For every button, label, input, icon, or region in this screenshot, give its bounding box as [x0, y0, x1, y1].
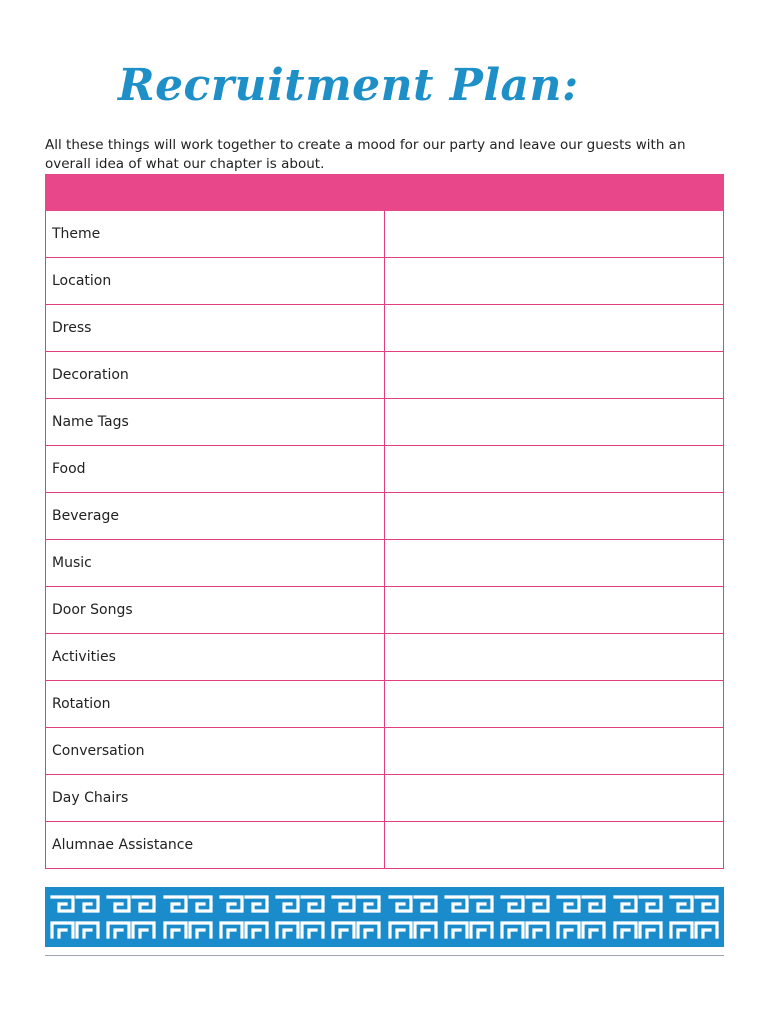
page-title: Recruitment Plan:	[118, 60, 579, 111]
greek-key-unit	[499, 894, 551, 940]
greek-key-unit	[105, 894, 157, 940]
row-label: Beverage	[46, 493, 385, 540]
row-label: Alumnae Assistance	[46, 822, 385, 869]
intro-text: All these things will work together to create a mood for our party and leave our guests with an overall idea of what our chapter is about.	[45, 137, 686, 172]
row-label: Location	[46, 258, 385, 305]
table-row-location	[46, 258, 724, 305]
greek-key-unit	[612, 894, 664, 940]
table-row-theme	[46, 211, 724, 258]
entry-field-music[interactable]	[385, 540, 724, 587]
row-label: Name Tags	[46, 399, 385, 446]
table-row-alumnae-assistance	[46, 822, 724, 869]
recruitment-plan-table	[45, 174, 724, 869]
table-row-door-songs	[46, 587, 724, 634]
greek-key-unit	[330, 894, 382, 940]
bottom-divider	[45, 955, 724, 956]
entry-field-decoration[interactable]	[385, 352, 724, 399]
row-label: Day Chairs	[46, 775, 385, 822]
table-row-day-chairs	[46, 775, 724, 822]
table-row-rotation	[46, 681, 724, 728]
row-label: Decoration	[46, 352, 385, 399]
entry-field-food[interactable]	[385, 446, 724, 493]
table-row-decoration	[46, 352, 724, 399]
table-header-bar	[46, 175, 724, 211]
row-label: Dress	[46, 305, 385, 352]
row-label: Music	[46, 540, 385, 587]
entry-field-rotation[interactable]	[385, 681, 724, 728]
table-row-music	[46, 540, 724, 587]
entry-field-beverage[interactable]	[385, 493, 724, 540]
entry-field-location[interactable]	[385, 258, 724, 305]
table-row-activities	[46, 634, 724, 681]
greek-key-unit	[668, 894, 720, 940]
row-label: Conversation	[46, 728, 385, 775]
greek-key-unit	[218, 894, 270, 940]
row-label: Theme	[46, 211, 385, 258]
row-label: Door Songs	[46, 587, 385, 634]
greek-key-unit	[162, 894, 214, 940]
row-label: Food	[46, 446, 385, 493]
table-row-food	[46, 446, 724, 493]
entry-field-activities[interactable]	[385, 634, 724, 681]
greek-key-unit	[274, 894, 326, 940]
row-label: Activities	[46, 634, 385, 681]
entry-field-day-chairs[interactable]	[385, 775, 724, 822]
entry-field-name-tags[interactable]	[385, 399, 724, 446]
greek-key-unit	[555, 894, 607, 940]
greek-key-border	[45, 887, 724, 947]
greek-key-unit	[49, 894, 101, 940]
entry-field-door-songs[interactable]	[385, 587, 724, 634]
table-row-beverage	[46, 493, 724, 540]
table-row-conversation	[46, 728, 724, 775]
entry-field-alumnae-assistance[interactable]	[385, 822, 724, 869]
table-row-name-tags	[46, 399, 724, 446]
row-label: Rotation	[46, 681, 385, 728]
entry-field-theme[interactable]	[385, 211, 724, 258]
table-row-dress	[46, 305, 724, 352]
entry-field-conversation[interactable]	[385, 728, 724, 775]
greek-key-unit	[443, 894, 495, 940]
entry-field-dress[interactable]	[385, 305, 724, 352]
header-bar-cell	[46, 175, 724, 211]
greek-key-unit	[387, 894, 439, 940]
